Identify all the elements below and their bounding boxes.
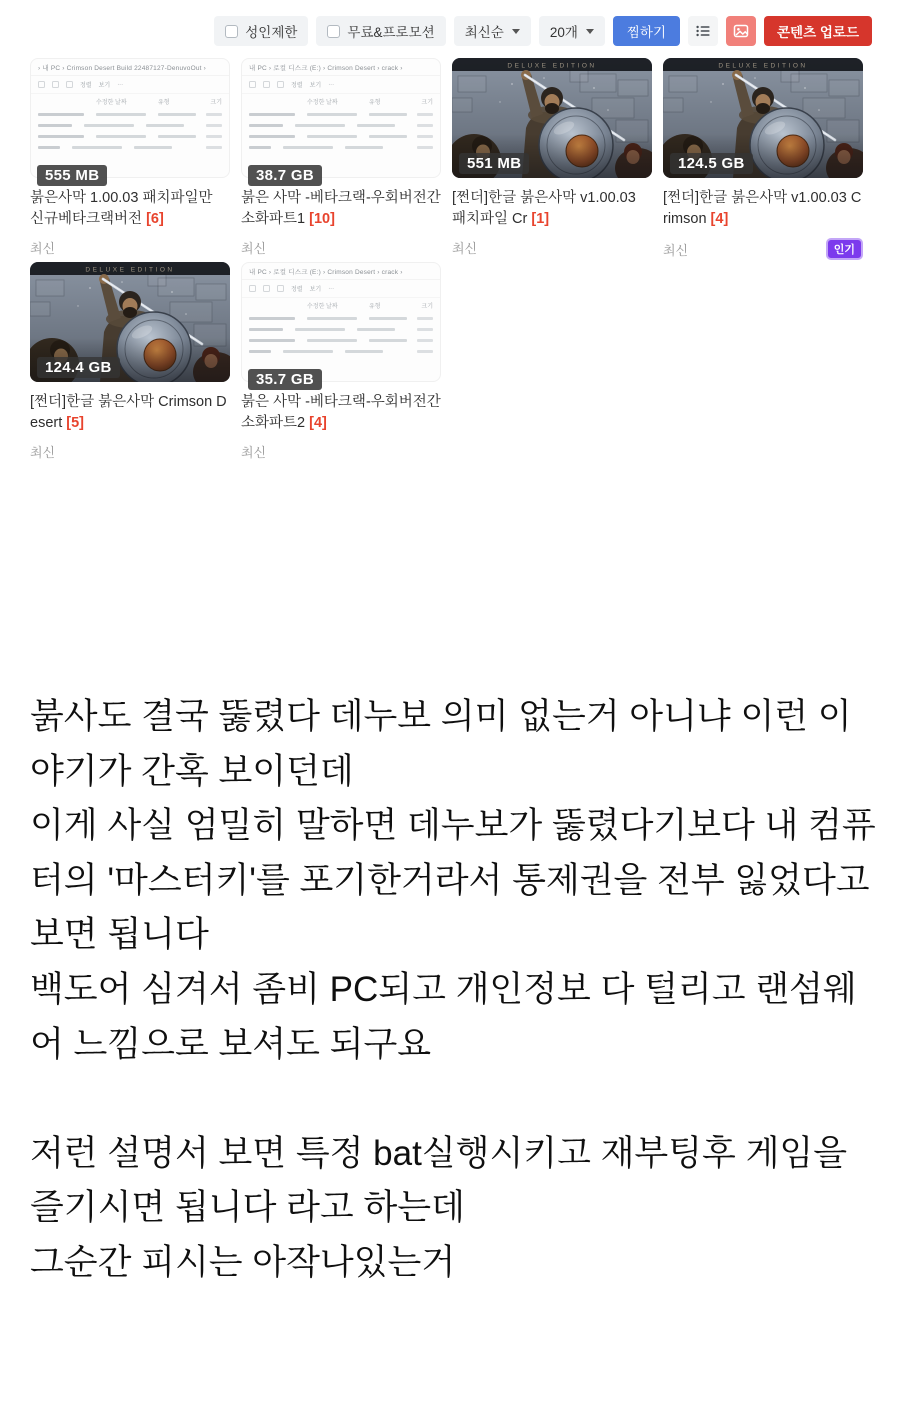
comment-count: [4]	[309, 415, 327, 432]
explorer-view-label: 보기	[98, 83, 111, 89]
adult-filter-label: 성인제한	[245, 25, 298, 40]
card-title: [쩐더]한글 붉은사막 v1.00.03 패치파일 Cr [1]	[452, 190, 636, 228]
explorer-breadcrumb: 내 PC › 로컬 디스크 (E:) › Crimson Desert › crack ›	[242, 263, 440, 280]
file-explorer-thumbnail	[241, 262, 441, 388]
file-row	[242, 120, 440, 131]
comment-count: [10]	[309, 211, 335, 228]
status-label: 최신	[30, 241, 56, 257]
file-size-badge: 35.7 GB	[248, 369, 322, 390]
page-size-selected-value: 20개	[549, 25, 578, 40]
content-card[interactable]	[30, 262, 230, 466]
card-title: 붉은사막 1.00.03 패치파일만 신규베타크랙버전 [6]	[30, 190, 213, 228]
status-label: 최신	[241, 241, 267, 257]
sort-dropdown[interactable]	[454, 16, 531, 46]
status-label: 최신	[663, 242, 689, 258]
free-promo-label: 무료&프로모션	[347, 25, 435, 40]
explorer-breadcrumb: › 내 PC › Crimson Desert Build 22487127-DenuvoOut ›	[31, 59, 229, 76]
image-icon	[733, 23, 749, 39]
status-label: 최신	[30, 445, 56, 461]
comment-paragraph: 저런 설명서 보면 특정 bat실행시키고 재부팅후 게임을 즐기시면 됩니다 라고 하는데	[30, 1133, 848, 1228]
game-cover-thumbnail	[452, 58, 652, 178]
file-size-badge: 124.4 GB	[37, 357, 120, 378]
game-cover-thumbnail	[663, 58, 863, 178]
file-row	[242, 109, 440, 120]
results-toolbar	[214, 16, 872, 46]
file-row	[31, 142, 229, 153]
explorer-more-label: ···	[117, 81, 124, 88]
card-title: [쩐더]한글 붉은사막 v1.00.03 Crimson [4]	[663, 190, 862, 228]
comment-paragraph: 붉사도 결국 뚫렸다 데누보 의미 없는거 아니냐 이런 이야기가 간혹 보이던데	[30, 697, 852, 791]
explorer-column-headers: 수정한 날짜 유형 크기	[307, 100, 433, 106]
file-size-badge: 555 MB	[37, 165, 107, 186]
image-view-button[interactable]	[726, 16, 756, 46]
explorer-toolbar: 정렬 보기 ···	[242, 76, 440, 94]
chevron-down-icon	[512, 29, 520, 34]
free-promo-checkbox[interactable]	[316, 16, 445, 46]
content-card[interactable]	[241, 262, 441, 466]
chevron-down-icon	[586, 29, 594, 34]
thumbnail-frame	[241, 58, 441, 178]
card-title: 붉은 사막 -베타크랙-우회버전간소화파트1 [10]	[241, 190, 441, 228]
popular-badge: 인기	[826, 238, 863, 260]
results-grid	[30, 58, 863, 466]
checkbox-icon	[225, 25, 238, 38]
list-view-button[interactable]	[688, 16, 718, 46]
content-card[interactable]	[663, 58, 863, 262]
file-row	[31, 109, 229, 120]
file-row	[242, 131, 440, 142]
file-row	[31, 131, 229, 142]
status-label: 최신	[452, 241, 478, 257]
file-size-badge: 551 MB	[459, 153, 529, 174]
file-row	[242, 142, 440, 153]
comment-count: [4]	[710, 211, 729, 228]
comment-count: [5]	[66, 415, 85, 432]
comment-text-block	[30, 690, 876, 1291]
comment-paragraph: 백도어 심겨서 좀비 PC되고 개인정보 다 털리고 랜섬웨어 느낌으로 보셔도 되구요	[30, 969, 857, 1064]
explorer-toolbar	[31, 76, 229, 94]
explorer-column-headers: 수정한 날짜 유형 크기	[96, 100, 222, 106]
sort-selected-value: 최신순	[464, 25, 504, 40]
status-label: 최신	[241, 445, 267, 461]
file-row	[242, 346, 440, 357]
list-icon	[695, 23, 711, 39]
comment-paragraph: 그순간 피시는 아작나있는거	[30, 1242, 456, 1282]
game-cover-thumbnail	[30, 262, 230, 382]
explorer-column-headers: 수정한 날짜 유형 크기	[307, 304, 433, 310]
content-card[interactable]	[452, 58, 652, 262]
adult-filter-checkbox[interactable]	[214, 16, 308, 46]
explorer-sort-label: 정렬	[80, 83, 92, 89]
card-title: [쩐더]한글 붉은사막 Crimson Desert [5]	[30, 394, 227, 432]
explorer-toolbar: 정렬 보기 ···	[242, 280, 440, 298]
content-card[interactable]	[241, 58, 441, 262]
file-size-badge: 124.5 GB	[670, 153, 753, 174]
file-size-badge: 38.7 GB	[248, 165, 322, 186]
file-explorer-thumbnail	[30, 58, 230, 184]
thumbnail-frame	[30, 58, 230, 178]
card-title: 붉은 사막 -베타크랙-우회버전간소화파트2 [4]	[241, 394, 441, 432]
file-row	[242, 335, 440, 346]
comment-count: [1]	[531, 211, 550, 228]
comment-paragraph	[30, 1072, 876, 1127]
comment-count: [6]	[146, 211, 164, 228]
file-explorer-thumbnail	[241, 58, 441, 184]
file-row	[242, 324, 440, 335]
content-card[interactable]	[30, 58, 230, 262]
file-row	[242, 313, 440, 324]
favorite-button[interactable]: 찜하기	[613, 16, 680, 46]
content-upload-button[interactable]: 콘텐츠 업로드	[764, 16, 872, 46]
comment-paragraph: 이게 사실 엄밀히 말하면 데누보가 뚫렸다기보다 내 컴퓨터의 '마스터키'를 포기한거라서 통제권을 전부 잃었다고 보면 됩니다	[30, 806, 876, 955]
explorer-breadcrumb: 내 PC › 로컬 디스크 (E:) › Crimson Desert › crack ›	[242, 59, 440, 76]
file-row	[31, 120, 229, 131]
thumbnail-frame	[241, 262, 441, 382]
checkbox-icon	[327, 25, 340, 38]
page-size-dropdown[interactable]	[539, 16, 605, 46]
